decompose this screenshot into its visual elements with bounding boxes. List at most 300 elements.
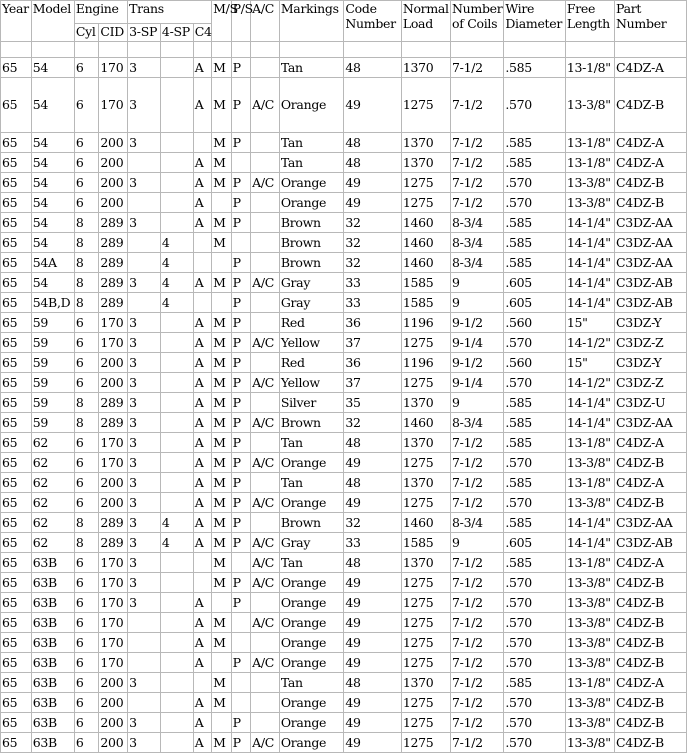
cell-4sp — [160, 58, 193, 78]
cell-load: 1585 — [401, 293, 450, 313]
cell-cid: 200 — [99, 733, 128, 753]
cell-ps: P — [231, 193, 250, 213]
cell-ac: A/C — [251, 533, 280, 553]
cell-ms: M — [212, 453, 231, 473]
table-row — [1, 58, 687, 78]
cell-markings: Orange — [279, 693, 344, 713]
cell-code: 37 — [344, 373, 401, 393]
table-row — [1, 333, 687, 353]
cell-code: 33 — [344, 533, 401, 553]
cell-ps — [231, 613, 250, 633]
table-row — [1, 693, 687, 713]
cell-free-length: 14-1/4" — [565, 233, 614, 253]
cell-free-length: 13-3/8" — [565, 733, 614, 753]
cell-part-number: C4DZ-A — [615, 553, 687, 573]
cell-3sp: 3 — [128, 413, 161, 433]
cell-year: 65 — [1, 393, 32, 413]
cell-load: 1370 — [401, 133, 450, 153]
cell-markings: Orange — [279, 713, 344, 733]
cell-ac — [251, 58, 280, 78]
cell-4sp — [160, 193, 193, 213]
cell-free-length: 14-1/4" — [565, 213, 614, 233]
cell-c4 — [193, 233, 211, 253]
cell-coils: 9 — [451, 533, 504, 553]
table-row — [1, 133, 687, 153]
cell-load: 1370 — [401, 673, 450, 693]
cell-4sp — [160, 493, 193, 513]
cell-coils: 7-1/2 — [451, 133, 504, 153]
cell-ps: P — [231, 393, 250, 413]
cell-part-number: C4DZ-B — [615, 573, 687, 593]
cell-free-length: 14-1/4" — [565, 533, 614, 553]
cell-3sp: 3 — [128, 713, 161, 733]
cell-free-length: 13-3/8" — [565, 193, 614, 213]
cell-model: 63B — [31, 593, 74, 613]
cell-ac — [251, 393, 280, 413]
table-row — [1, 213, 687, 233]
cell-wire: .585 — [504, 153, 566, 173]
cell-load: 1275 — [401, 333, 450, 353]
cell-3sp — [128, 153, 161, 173]
cell-wire: .585 — [504, 213, 566, 233]
cell-cid: 170 — [99, 453, 128, 473]
cell-cid: 289 — [99, 293, 128, 313]
cell-code: 32 — [344, 213, 401, 233]
cell-load: 1275 — [401, 653, 450, 673]
cell-ms: M — [212, 213, 231, 233]
cell-code: 49 — [344, 613, 401, 633]
table-row — [1, 733, 687, 753]
cell-ps — [231, 153, 250, 173]
cell-year: 65 — [1, 313, 32, 333]
cell-ps: P — [231, 733, 250, 753]
cell-markings: Orange — [279, 493, 344, 513]
cell-load: 1460 — [401, 253, 450, 273]
cell-3sp — [128, 193, 161, 213]
cell-code: 49 — [344, 713, 401, 733]
cell-model: 59 — [31, 373, 74, 393]
cell-year: 65 — [1, 78, 32, 133]
cell-free-length: 14-1/4" — [565, 293, 614, 313]
cell-part-number: C3DZ-Z — [615, 333, 687, 353]
cell-coils: 7-1/2 — [451, 433, 504, 453]
cell-4sp: 4 — [160, 533, 193, 553]
cell-cid: 170 — [99, 58, 128, 78]
header-year: Year — [1, 1, 32, 42]
cell-cid: 200 — [99, 133, 128, 153]
cell-c4: A — [193, 473, 211, 493]
header-3sp: 3-SP — [128, 24, 161, 42]
cell-year: 65 — [1, 153, 32, 173]
cell-model: 54 — [31, 233, 74, 253]
cell-markings: Tan — [279, 433, 344, 453]
cell-ms — [212, 713, 231, 733]
cell-ms: M — [212, 733, 231, 753]
cell-c4: A — [193, 153, 211, 173]
cell-cid: 200 — [99, 473, 128, 493]
cell-model: 62 — [31, 513, 74, 533]
cell-cyl: 6 — [74, 573, 99, 593]
cell-part-number: C4DZ-A — [615, 58, 687, 78]
cell-coils: 9 — [451, 293, 504, 313]
cell-code: 48 — [344, 473, 401, 493]
cell-model: 63B — [31, 673, 74, 693]
cell-cyl: 8 — [74, 273, 99, 293]
cell-year: 65 — [1, 233, 32, 253]
cell-year: 65 — [1, 713, 32, 733]
cell-ps: P — [231, 173, 250, 193]
cell-c4: A — [193, 693, 211, 713]
cell-ps: P — [231, 713, 250, 733]
table-row — [1, 533, 687, 553]
cell-free-length: 13-3/8" — [565, 78, 614, 133]
cell-ac — [251, 293, 280, 313]
cell-load: 1370 — [401, 433, 450, 453]
header-c4: C4 — [193, 24, 211, 42]
cell-wire: .560 — [504, 313, 566, 333]
cell-model: 54 — [31, 58, 74, 78]
cell-ms: M — [212, 153, 231, 173]
cell-cyl: 6 — [74, 733, 99, 753]
cell-free-length: 13-1/8" — [565, 433, 614, 453]
cell-markings: Gray — [279, 533, 344, 553]
cell-ps: P — [231, 273, 250, 293]
cell-year: 65 — [1, 653, 32, 673]
cell-code: 49 — [344, 193, 401, 213]
cell-coils: 7-1/2 — [451, 553, 504, 573]
cell-year: 65 — [1, 733, 32, 753]
table-row — [1, 673, 687, 693]
cell-cid: 200 — [99, 373, 128, 393]
cell-ps: P — [231, 253, 250, 273]
cell-part-number: C4DZ-B — [615, 173, 687, 193]
cell-part-number: C3DZ-AB — [615, 533, 687, 553]
cell-model: 62 — [31, 433, 74, 453]
cell-3sp — [128, 653, 161, 673]
cell-free-length: 13-1/8" — [565, 133, 614, 153]
table-row — [1, 593, 687, 613]
cell-ms: M — [212, 173, 231, 193]
cell-4sp — [160, 333, 193, 353]
cell-markings: Orange — [279, 653, 344, 673]
header-wire-line2: Diameter — [505, 16, 563, 31]
cell-coils: 8-3/4 — [451, 253, 504, 273]
cell-3sp: 3 — [128, 393, 161, 413]
cell-cid: 170 — [99, 593, 128, 613]
cell-ms: M — [212, 433, 231, 453]
cell-markings: Orange — [279, 193, 344, 213]
cell-ac — [251, 353, 280, 373]
cell-ms: M — [212, 693, 231, 713]
cell-ac — [251, 673, 280, 693]
cell-cid: 200 — [99, 693, 128, 713]
cell-part-number: C4DZ-B — [615, 453, 687, 473]
cell-markings: Brown — [279, 233, 344, 253]
cell-markings: Yellow — [279, 373, 344, 393]
cell-ms: M — [212, 133, 231, 153]
cell-ms: M — [212, 493, 231, 513]
cell-wire: .605 — [504, 533, 566, 553]
cell-3sp: 3 — [128, 213, 161, 233]
cell-ac — [251, 433, 280, 453]
cell-cid: 170 — [99, 613, 128, 633]
cell-3sp — [128, 693, 161, 713]
cell-ac: A/C — [251, 453, 280, 473]
cell-cid: 200 — [99, 713, 128, 733]
cell-ac — [251, 513, 280, 533]
cell-wire: .570 — [504, 653, 566, 673]
cell-3sp: 3 — [128, 133, 161, 153]
cell-ms: M — [212, 78, 231, 133]
table-row — [1, 453, 687, 473]
cell-ac — [251, 593, 280, 613]
cell-code: 48 — [344, 553, 401, 573]
cell-cid: 289 — [99, 393, 128, 413]
cell-free-length: 13-1/8" — [565, 673, 614, 693]
cell-ms: M — [212, 413, 231, 433]
cell-load: 1275 — [401, 573, 450, 593]
cell-markings: Brown — [279, 413, 344, 433]
cell-model: 59 — [31, 393, 74, 413]
cell-ac: A/C — [251, 373, 280, 393]
header-model: Model — [31, 1, 74, 42]
header-part-number — [615, 1, 687, 42]
cell-wire: .585 — [504, 133, 566, 153]
cell-free-length: 13-3/8" — [565, 173, 614, 193]
cell-free-length: 14-1/2" — [565, 373, 614, 393]
cell-4sp — [160, 473, 193, 493]
cell-free-length: 13-3/8" — [565, 613, 614, 633]
cell-cid: 170 — [99, 633, 128, 653]
cell-c4: A — [193, 353, 211, 373]
cell-4sp — [160, 213, 193, 233]
table-row — [1, 153, 687, 173]
header-ps: P/S — [231, 1, 250, 42]
cell-cid: 170 — [99, 313, 128, 333]
cell-load: 1370 — [401, 393, 450, 413]
cell-cyl: 6 — [74, 78, 99, 133]
cell-free-length: 13-3/8" — [565, 453, 614, 473]
cell-code: 48 — [344, 673, 401, 693]
cell-c4 — [193, 293, 211, 313]
cell-coils: 7-1/2 — [451, 78, 504, 133]
cell-c4: A — [193, 513, 211, 533]
cell-model: 63B — [31, 553, 74, 573]
cell-model: 59 — [31, 353, 74, 373]
cell-4sp — [160, 593, 193, 613]
cell-code: 49 — [344, 693, 401, 713]
cell-4sp: 4 — [160, 293, 193, 313]
cell-cid: 170 — [99, 433, 128, 453]
cell-markings: Orange — [279, 453, 344, 473]
cell-ps: P — [231, 473, 250, 493]
header-code-line2: Number — [345, 16, 396, 31]
cell-markings: Gray — [279, 273, 344, 293]
cell-ac: A/C — [251, 273, 280, 293]
cell-markings: Tan — [279, 473, 344, 493]
cell-part-number: C4DZ-A — [615, 673, 687, 693]
cell-model: 63B — [31, 613, 74, 633]
cell-free-length: 15" — [565, 313, 614, 333]
cell-coils: 7-1/2 — [451, 633, 504, 653]
cell-3sp: 3 — [128, 453, 161, 473]
cell-coils: 7-1/2 — [451, 58, 504, 78]
cell-3sp: 3 — [128, 513, 161, 533]
cell-markings: Silver — [279, 393, 344, 413]
cell-3sp: 3 — [128, 593, 161, 613]
cell-free-length: 13-1/8" — [565, 153, 614, 173]
cell-ms: M — [212, 273, 231, 293]
cell-free-length: 14-1/4" — [565, 513, 614, 533]
cell-coils: 7-1/2 — [451, 593, 504, 613]
cell-cyl: 6 — [74, 313, 99, 333]
table-row — [1, 513, 687, 533]
cell-part-number: C4DZ-A — [615, 473, 687, 493]
cell-code: 49 — [344, 633, 401, 653]
cell-cid: 200 — [99, 353, 128, 373]
cell-3sp: 3 — [128, 553, 161, 573]
cell-ps: P — [231, 413, 250, 433]
cell-model: 62 — [31, 533, 74, 553]
cell-4sp — [160, 413, 193, 433]
cell-code: 48 — [344, 433, 401, 453]
cell-markings: Tan — [279, 153, 344, 173]
cell-model: 59 — [31, 313, 74, 333]
cell-3sp: 3 — [128, 333, 161, 353]
table-row — [1, 653, 687, 673]
cell-coils: 7-1/2 — [451, 453, 504, 473]
cell-wire: .585 — [504, 473, 566, 493]
cell-code: 35 — [344, 393, 401, 413]
cell-ps: P — [231, 593, 250, 613]
cell-coils: 7-1/2 — [451, 173, 504, 193]
cell-c4: A — [193, 533, 211, 553]
cell-c4: A — [193, 593, 211, 613]
cell-cyl: 6 — [74, 613, 99, 633]
cell-year: 65 — [1, 673, 32, 693]
cell-year: 65 — [1, 58, 32, 78]
cell-cyl: 6 — [74, 133, 99, 153]
cell-code: 49 — [344, 733, 401, 753]
table-row — [1, 233, 687, 253]
cell-cyl: 6 — [74, 153, 99, 173]
cell-ac: A/C — [251, 413, 280, 433]
cell-free-length: 13-3/8" — [565, 653, 614, 673]
cell-wire: .570 — [504, 373, 566, 393]
cell-c4: A — [193, 58, 211, 78]
cell-code: 49 — [344, 173, 401, 193]
cell-part-number: C4DZ-A — [615, 433, 687, 453]
cell-cyl: 6 — [74, 713, 99, 733]
cell-ac — [251, 473, 280, 493]
cell-load: 1275 — [401, 613, 450, 633]
header-markings: Markings — [279, 1, 344, 42]
cell-load: 1460 — [401, 513, 450, 533]
cell-c4: A — [193, 413, 211, 433]
cell-part-number: C3DZ-Y — [615, 313, 687, 333]
cell-ms: M — [212, 373, 231, 393]
cell-4sp — [160, 653, 193, 673]
cell-load: 1275 — [401, 633, 450, 653]
cell-4sp — [160, 373, 193, 393]
cell-part-number: C4DZ-B — [615, 613, 687, 633]
header-coils-line1: Number — [452, 1, 503, 16]
cell-ps: P — [231, 493, 250, 513]
table-row — [1, 293, 687, 313]
cell-ms: M — [212, 633, 231, 653]
cell-c4 — [193, 133, 211, 153]
cell-ac: A/C — [251, 333, 280, 353]
cell-3sp — [128, 293, 161, 313]
cell-cyl: 6 — [74, 173, 99, 193]
cell-ps: P — [231, 353, 250, 373]
cell-markings: Yellow — [279, 333, 344, 353]
cell-ms — [212, 293, 231, 313]
cell-ms: M — [212, 353, 231, 373]
table-row — [1, 353, 687, 373]
cell-cid: 200 — [99, 673, 128, 693]
table-row — [1, 193, 687, 213]
cell-load: 1370 — [401, 153, 450, 173]
cell-coils: 7-1/2 — [451, 153, 504, 173]
cell-ac: A/C — [251, 573, 280, 593]
cell-year: 65 — [1, 273, 32, 293]
cell-load: 1370 — [401, 58, 450, 78]
cell-load: 1275 — [401, 373, 450, 393]
cell-wire: .585 — [504, 513, 566, 533]
cell-year: 65 — [1, 433, 32, 453]
table-row — [1, 573, 687, 593]
cell-model: 54 — [31, 173, 74, 193]
cell-c4 — [193, 253, 211, 273]
cell-year: 65 — [1, 293, 32, 313]
cell-ps: P — [231, 373, 250, 393]
cell-markings: Orange — [279, 613, 344, 633]
cell-ac — [251, 713, 280, 733]
cell-ac: A/C — [251, 493, 280, 513]
cell-ac — [251, 213, 280, 233]
cell-wire: .570 — [504, 713, 566, 733]
header-free-length — [565, 1, 614, 42]
cell-c4 — [193, 573, 211, 593]
cell-3sp — [128, 613, 161, 633]
cell-cid: 170 — [99, 333, 128, 353]
cell-4sp — [160, 693, 193, 713]
cell-part-number: C3DZ-Y — [615, 353, 687, 373]
cell-part-number: C4DZ-A — [615, 153, 687, 173]
cell-code: 49 — [344, 78, 401, 133]
cell-year: 65 — [1, 493, 32, 513]
cell-ms — [212, 593, 231, 613]
cell-ps — [231, 693, 250, 713]
cell-cyl: 6 — [74, 653, 99, 673]
cell-3sp — [128, 633, 161, 653]
cell-year: 65 — [1, 613, 32, 633]
cell-cyl: 8 — [74, 513, 99, 533]
header-wire-diameter — [504, 1, 566, 42]
cell-markings: Gray — [279, 293, 344, 313]
cell-year: 65 — [1, 253, 32, 273]
cell-code: 37 — [344, 333, 401, 353]
cell-code: 36 — [344, 313, 401, 333]
cell-wire: .570 — [504, 333, 566, 353]
cell-model: 54B,D — [31, 293, 74, 313]
cell-code: 33 — [344, 293, 401, 313]
header-part-line1: Part — [616, 1, 642, 16]
cell-ac — [251, 153, 280, 173]
cell-ps: P — [231, 213, 250, 233]
cell-cyl: 6 — [74, 593, 99, 613]
